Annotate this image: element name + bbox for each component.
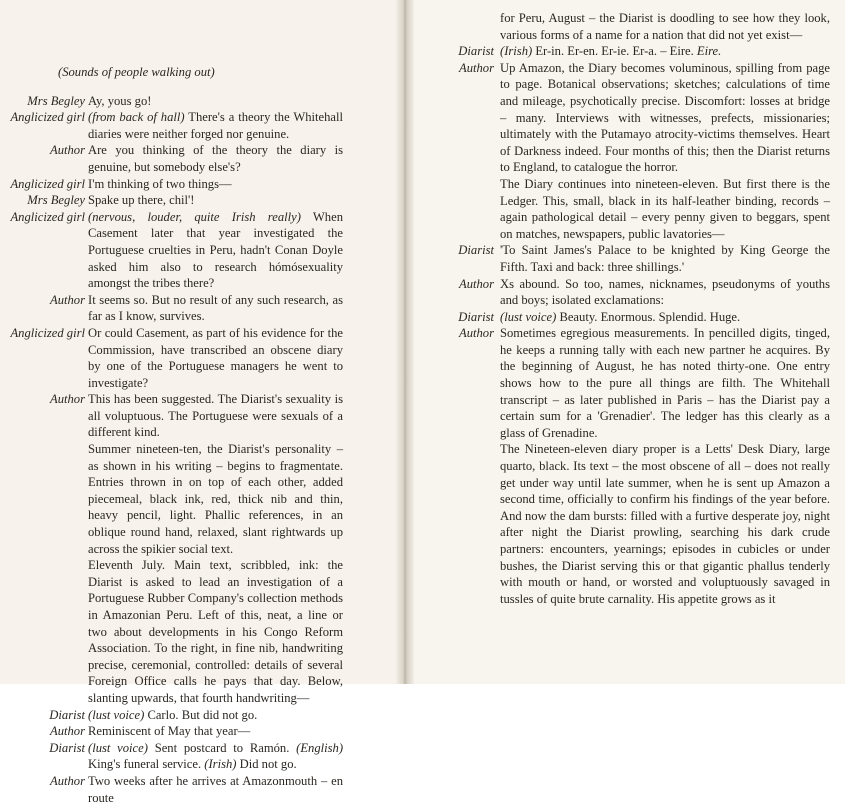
speaker-name: Author [50,292,85,307]
stage-direction: (Sounds of people walking out) [58,65,215,79]
speaker-name: Diarist [49,707,85,722]
dialogue-text: Reminiscent of May that year— [88,724,251,739]
dialogue-emphasis: Eire. [696,44,722,59]
stage-direction-inline: (Irish) [500,44,533,59]
dialogue-text: Er-in. Er-en. Er-ie. Er-a. – Eire. [532,44,697,59]
script-entry [500,10,830,43]
dialogue-text: When Casement later that year investigated the Portuguese cruelties in Peru, hadn't Conan Doyle asked him also to research hómósexuality amongst the tribes there? [88,209,343,291]
script-entry [0,142,343,175]
stage-direction-inline: (lust voice) [88,707,145,722]
script-entry [458,43,830,60]
paragraph: Summer nineteen-ten, the Diarist's personality – as shown in his writing – begins to fragmentate. Entries thrown in on top of each other, added piecemeal, black ink, red, thick nib and thin, heavy pencil, light. Phallic references, in an oblique round hand, relaxed, slant rightwards up across the spikier social text. [88,442,343,556]
speaker-name: Author [50,724,85,739]
speaker-name: Author [50,773,85,788]
speaker-name: Anglicized girl [10,325,85,340]
script-entry [459,325,830,607]
dialogue-text: Are you thinking of the theory the diary is genuine, but somebody else's? [88,143,343,174]
stage-direction-inline: (lust voice) [88,740,148,755]
dialogue-text: Xs abound. So too, names, nicknames, pseudonyms of youths and boys; isolated exclamations: [500,276,830,308]
script-entry [0,740,343,773]
dialogue-text: Carlo. But did not go. [144,707,258,722]
paragraph: Sometimes egregious measurements. In pencilled digits, tinged, he keeps a running tally with each new partner he acquires. By the beginning of August, he has noted thirty-one. One entry shows how to the pure all things are filth. The Whitehall transcript – as later published in Paris – has the Diarist pay a certain sum for a 'Grenadier'. The ledger has this clearly as a glass of Grenadine. [500,326,830,440]
paragraph: The Nineteen-eleven diary proper is a Letts' Desk Diary, large quarto, black. Its text – the most obscene of all – does not really get under way until late summer, when he is sent up Amazon a second time, officially to confirm his findings of the year before. And now the dam bursts: filled with a furtive desperate joy, night after night the Diarist prowling, searching his dark crude partners: encounters, yearnings; episodes in cubicles or under bushes, the Diarist serving this or that gigantic phallus tenderly with mouth or hand, or worsted and voluptuously savaged in tussles of quite brute carnality. His appetite grows as it [500,442,830,606]
stage-direction-inline: (Irish) [204,757,237,772]
speaker-name: Author [459,60,494,75]
paragraph: The Diary continues into nineteen-eleven. But first there is the Ledger. This, small, black in its half-leather binding, records – again pathological detail – every penny given to beggars, spent on matches, newspapers, public lavatories— [500,176,830,241]
paragraph: Up Amazon, the Diary becomes voluminous, spilling from page to page. Botanical observations; sketches; calculations of time and mileage, psychotically precise. Discomfort: losses at bridge – many. Interviews with witnesses, prefects, missionaries; ultimately with the Putamayo atrocity-victims themselves. Heart of Darkness indeed. Four months of this; then the Diarist returns to England, to catalogue the horror. [500,60,830,175]
speaker-name: Anglicized girl [10,209,85,224]
speaker-name: Diarist [458,309,494,324]
speaker-name: Author [459,326,494,341]
script-entry [458,309,830,326]
script-entry [0,325,343,391]
speaker-name: Author [50,392,85,407]
stage-direction-inline: (nervous, louder, quite Irish really) [88,209,301,224]
speaker-name: Author [50,143,85,158]
script-entry [0,723,343,740]
dialogue-text: Or could Casement, as part of his evidence for the Commission, have transcribed an obscene diary by one of the Portuguese managers he went to investigate? [88,325,343,390]
speaker-name: Diarist [458,243,494,258]
speaker-name: Mrs Begley [27,93,85,108]
dialogue-text: I'm thinking of two things— [88,176,232,191]
dialogue-text: Two weeks after he arrives at Amazonmouth – en route [88,773,343,805]
left-page-text [0,64,343,806]
script-entry [0,192,343,209]
dialogue-text: Ay, yous go! [88,93,152,108]
script-entry [0,209,343,292]
stage-direction-inline: (lust voice) [500,309,557,324]
right-script-entries [458,10,830,607]
speaker-name: Anglicized girl [10,110,85,125]
dialogue-text: Spake up there, chil'! [88,193,195,208]
dialogue-text: There's a theory the Whitehall diaries were neither forged nor genuine. [88,110,343,141]
script-entry [0,707,343,724]
dialogue-text: 'To Saint James's Palace to be knighted by King George the Fifth. Taxi and back: three shillings.' [500,243,830,274]
dialogue-text: It seems so. But no result of any such research, as far as I know, survives. [88,292,343,324]
dialogue-text: King's funeral service. [88,757,205,772]
script-entry [0,292,343,325]
dialogue-text: Beauty. Enormous. Splendid. Huge. [556,309,741,324]
speaker-name: Diarist [49,740,85,755]
script-entry [0,391,343,706]
dialogue-text: Sent postcard to Ramón. [147,740,297,755]
speaker-name: Diarist [458,44,494,59]
script-entry [458,242,830,275]
book-gutter [396,0,414,684]
script-entry [0,176,343,193]
left-script-entries [0,93,343,806]
script-entry [0,109,343,142]
dialogue-text: Did not go. [236,757,297,772]
script-entry [459,276,830,309]
dialogue-text: for Peru, August – the Diarist is doodling to see how they look, various forms of a name for a nation that did not yet exist— [500,11,830,42]
script-entry [0,93,343,110]
speaker-name: Mrs Begley [27,193,85,208]
speaker-name: Anglicized girl [10,176,85,191]
paragraph: This has been suggested. The Diarist's sexuality is all voluptuous. The Portuguese were sexuals of a different kind. [88,392,343,440]
stage-direction-inline: (English) [296,740,344,755]
script-entry [459,60,830,243]
stage-direction-inline: (from back of hall) [88,110,185,125]
script-entry [0,773,343,806]
speaker-name: Author [459,276,494,291]
paragraph: Eleventh July. Main text, scribbled, ink: the Diarist is asked to lead an investigation of a Portuguese Rubber Company's collection methods in Amazonian Peru. Left of this, neat, a line or two about developments in his Congo Reform Association. To the right, in fine nib, handwriting precise, ceremonial, controlled: details of several Foreign Office calls he pays that day. Below, slanting upwards, that fourth handwriting— [88,558,343,705]
right-page-text [458,10,830,607]
